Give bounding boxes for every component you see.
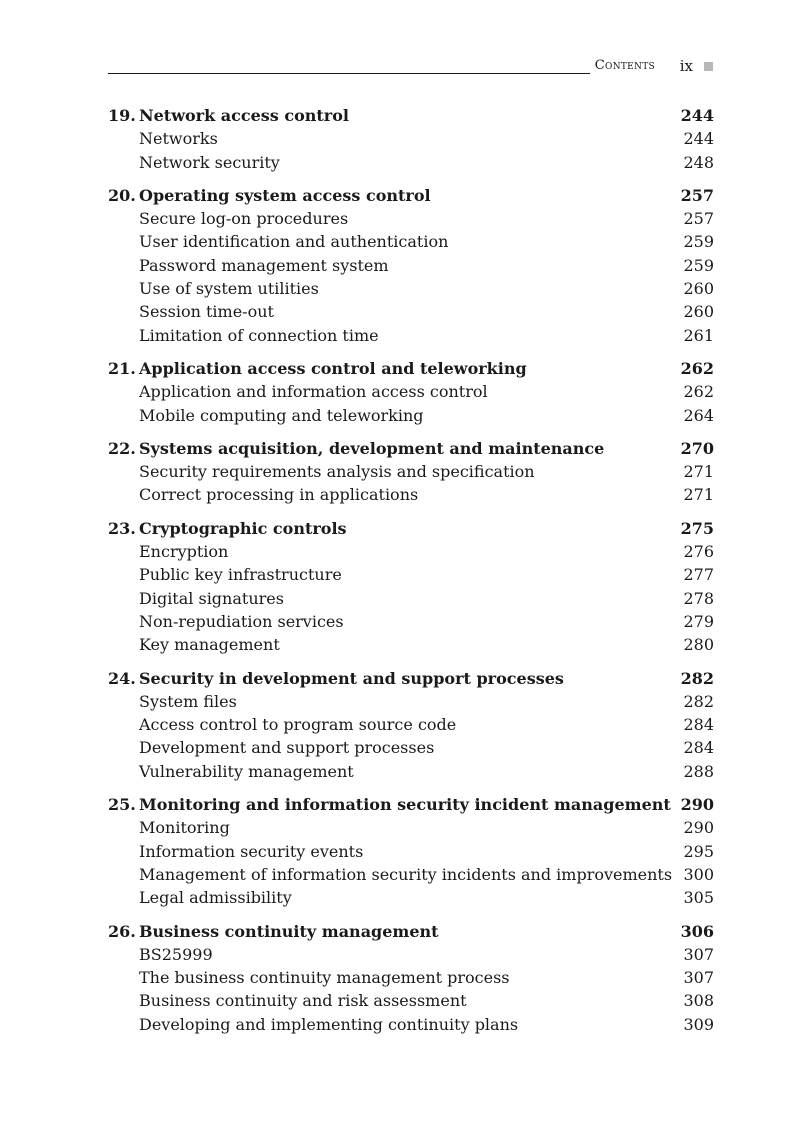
section-title: Information security events [139, 841, 364, 861]
section-page-number: 248 [683, 152, 714, 172]
section-row[interactable] [108, 989, 714, 1012]
section-page-number: 264 [683, 405, 714, 425]
header-label: Contents [594, 58, 655, 73]
toc-chapter [108, 437, 714, 507]
section-page-number: 271 [683, 485, 714, 505]
chapter-page-number: 244 [680, 106, 714, 125]
section-title: Limitation of connection time [139, 325, 379, 345]
chapter-number: 26. [108, 921, 136, 941]
section-row[interactable] [108, 151, 714, 174]
section-title: The business continuity management process [139, 968, 510, 988]
header-square-ornament [704, 62, 713, 71]
section-row[interactable] [108, 540, 714, 563]
toc-chapter [108, 920, 714, 1036]
section-title: Management of information security incidents and improvements [139, 864, 673, 884]
running-header [108, 56, 713, 78]
section-row[interactable] [108, 966, 714, 989]
section-title: Developing and implementing continuity plans [139, 1014, 519, 1034]
toc-chapter [108, 793, 714, 909]
section-page-number: 307 [683, 968, 714, 988]
section-row[interactable] [108, 324, 714, 347]
chapter-page-number: 275 [680, 518, 714, 538]
section-title: Password management system [139, 255, 389, 275]
chapter-title: Systems acquisition, development and maintenance [139, 438, 605, 458]
section-page-number: 276 [683, 542, 714, 562]
chapter-page-number: 290 [680, 795, 714, 815]
chapter-number: 23. [108, 518, 136, 538]
section-row[interactable] [108, 254, 714, 277]
table-of-contents [108, 104, 714, 1046]
section-row[interactable] [108, 404, 714, 427]
chapter-heading-row[interactable] [108, 517, 714, 540]
chapter-number: 20. [108, 185, 136, 205]
section-title: Non-repudiation services [139, 611, 344, 631]
section-page-number: 282 [683, 691, 714, 711]
section-page-number: 288 [683, 761, 714, 781]
section-row[interactable] [108, 690, 714, 713]
section-page-number: 259 [683, 255, 714, 275]
chapter-page-number: 270 [680, 438, 714, 458]
section-row[interactable] [108, 736, 714, 759]
section-title: BS25999 [139, 944, 213, 964]
section-row[interactable] [108, 713, 714, 736]
chapter-heading-row[interactable] [108, 793, 714, 816]
section-title: Public key infrastructure [139, 565, 342, 585]
chapter-heading-row[interactable] [108, 184, 714, 207]
section-title: Business continuity and risk assessment [139, 991, 467, 1011]
chapter-title: Business continuity management [139, 921, 439, 941]
chapter-title: Monitoring and information security incident management [139, 795, 671, 815]
section-row[interactable] [108, 760, 714, 783]
section-page-number: 305 [683, 888, 714, 908]
chapter-heading-row[interactable] [108, 104, 714, 127]
section-title: Session time-out [139, 302, 274, 322]
chapter-heading-row[interactable] [108, 357, 714, 380]
section-page-number: 295 [683, 841, 714, 861]
section-title: Use of system utilities [139, 279, 319, 299]
chapter-heading-row[interactable] [108, 667, 714, 690]
section-page-number: 279 [683, 611, 714, 631]
section-title: Monitoring [139, 818, 230, 838]
toc-chapter [108, 104, 714, 174]
section-row[interactable] [108, 483, 714, 506]
section-row[interactable] [108, 816, 714, 839]
chapter-number: 22. [108, 438, 136, 458]
section-title: Vulnerability management [139, 761, 354, 781]
section-title: Access control to program source code [139, 715, 457, 735]
section-title: Secure log-on procedures [139, 209, 349, 229]
section-title: Mobile computing and teleworking [139, 405, 424, 425]
section-title: Encryption [139, 542, 229, 562]
toc-chapter [108, 184, 714, 347]
section-title: Application and information access control [139, 382, 488, 402]
section-page-number: 309 [683, 1014, 714, 1034]
section-title: Key management [139, 635, 280, 655]
section-title: Digital signatures [139, 588, 284, 608]
header-rule [108, 73, 590, 74]
section-row[interactable] [108, 300, 714, 323]
section-page-number: 262 [683, 382, 714, 402]
chapter-number: 19. [108, 106, 136, 125]
chapter-page-number: 257 [680, 185, 714, 205]
section-row[interactable] [108, 277, 714, 300]
section-row[interactable] [108, 460, 714, 483]
toc-chapter [108, 667, 714, 783]
chapter-number: 24. [108, 668, 136, 688]
section-title: Legal admissibility [139, 888, 292, 908]
section-row[interactable] [108, 127, 714, 150]
section-page-number: 261 [683, 325, 714, 345]
section-page-number: 280 [683, 635, 714, 655]
chapter-title: Operating system access control [139, 185, 431, 205]
section-title: Development and support processes [139, 738, 435, 758]
header-page-number: ix [679, 57, 693, 75]
toc-chapter [108, 517, 714, 657]
section-page-number: 257 [683, 209, 714, 229]
section-row[interactable] [108, 207, 714, 230]
section-row[interactable] [108, 587, 714, 610]
chapter-title: Security in development and support processes [139, 668, 564, 688]
section-title: Network security [139, 152, 280, 172]
chapter-number: 21. [108, 358, 136, 378]
section-page-number: 260 [683, 279, 714, 299]
section-page-number: 260 [683, 302, 714, 322]
section-row[interactable] [108, 610, 714, 633]
section-row[interactable] [108, 886, 714, 909]
section-page-number: 307 [683, 944, 714, 964]
chapter-title: Application access control and teleworking [139, 358, 527, 378]
toc-chapter [108, 357, 714, 427]
section-page-number: 278 [683, 588, 714, 608]
chapter-title: Network access control [139, 106, 349, 125]
section-row[interactable] [108, 633, 714, 656]
section-row[interactable] [108, 863, 714, 886]
section-row[interactable] [108, 380, 714, 403]
section-page-number: 284 [683, 738, 714, 758]
section-page-number: 284 [683, 715, 714, 735]
chapter-number: 25. [108, 795, 136, 815]
section-row[interactable] [108, 943, 714, 966]
chapter-heading-row[interactable] [108, 920, 714, 943]
section-page-number: 300 [683, 864, 714, 884]
section-row[interactable] [108, 563, 714, 586]
chapter-page-number: 282 [680, 668, 714, 688]
section-title: Security requirements analysis and specification [139, 462, 535, 482]
section-title: System files [139, 691, 237, 711]
section-page-number: 244 [683, 129, 714, 149]
section-page-number: 259 [683, 232, 714, 252]
section-page-number: 277 [683, 565, 714, 585]
section-title: Networks [139, 129, 218, 149]
chapter-title: Cryptographic controls [139, 518, 347, 538]
section-title: User identification and authentication [139, 232, 449, 252]
section-page-number: 290 [683, 818, 714, 838]
chapter-page-number: 306 [680, 921, 714, 941]
section-row[interactable] [108, 840, 714, 863]
chapter-heading-row[interactable] [108, 437, 714, 460]
section-row[interactable] [108, 1013, 714, 1036]
chapter-page-number: 262 [680, 358, 714, 378]
section-row[interactable] [108, 230, 714, 253]
section-page-number: 308 [683, 991, 714, 1011]
section-title: Correct processing in applications [139, 485, 419, 505]
section-page-number: 271 [683, 462, 714, 482]
